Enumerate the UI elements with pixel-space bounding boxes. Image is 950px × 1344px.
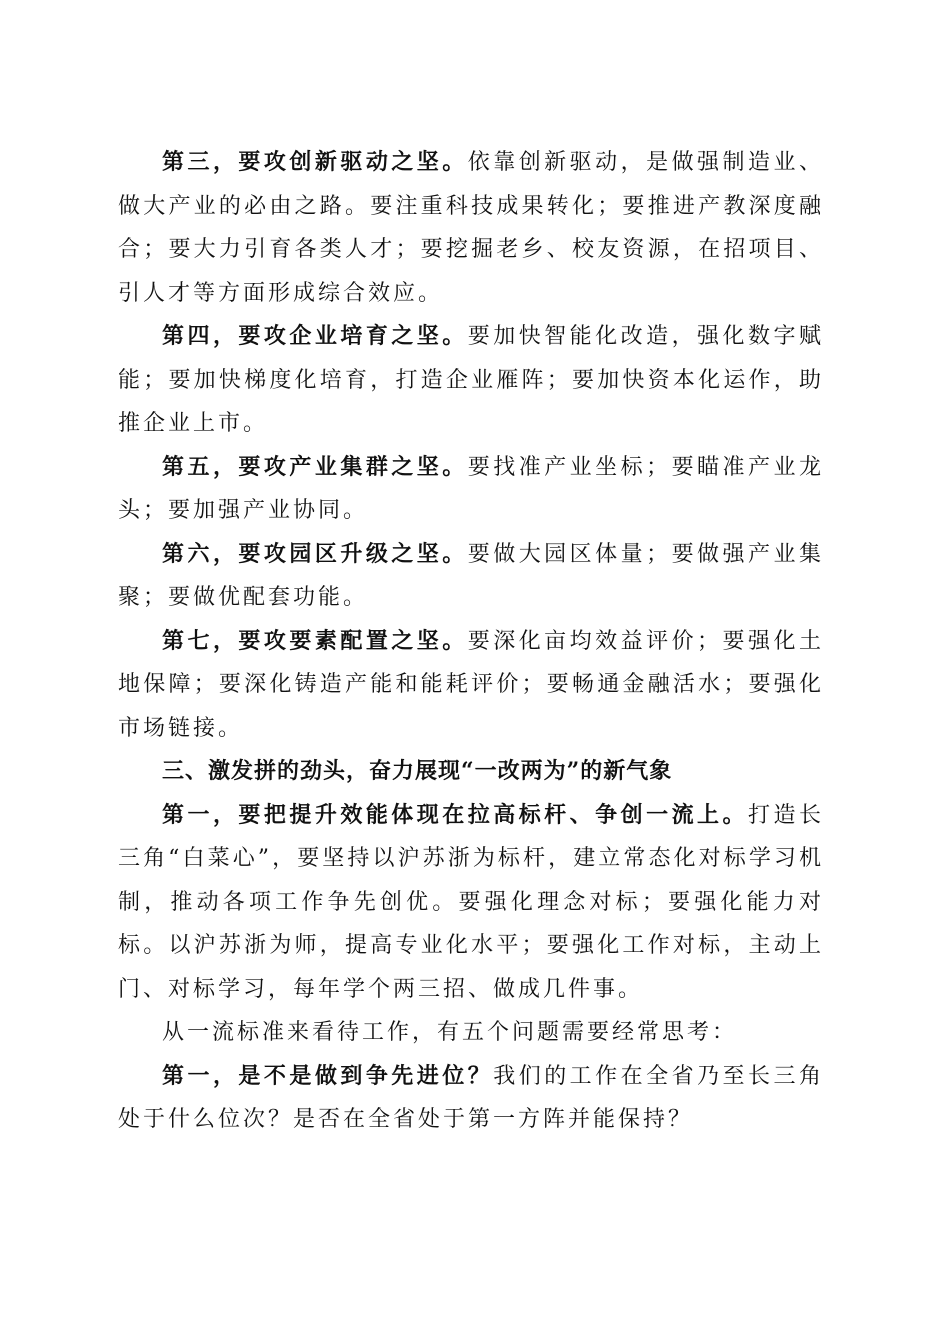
paragraph-factor-allocation — [118, 620, 824, 751]
paragraph-lead: 第七，要攻要素配置之坚。 — [162, 627, 468, 654]
paragraph-innovation — [118, 141, 824, 315]
paragraph-question-one — [118, 1055, 824, 1142]
paragraph-five-questions — [118, 1011, 824, 1055]
paragraph-text: 要找准产业坐标；要瞄准产业龙头；要加强产业协同。 — [118, 454, 824, 523]
paragraph-text: 依靠创新驱动，是做强制造业、做大产业的必由之路。要注重科技成果转化；要推进产教深度融合；要大力引育各类人才；要挖掘老乡、校友资源，在招项目、引人才等方面形成综合效应。 — [118, 150, 824, 306]
paragraph-lead: 第六，要攻园区升级之坚。 — [162, 540, 468, 567]
paragraph-text: 打造长三角“白菜心”，要坚持以沪苏浙为标杆，建立常态化对标学习机制，推动各项工作争先创优。要强化理念对标；要强化能力对标。以沪苏浙为师，提高专业化水平；要强化工作对标，主动上门、对标学习，每年学个两三招、做成几件事。 — [118, 802, 824, 1002]
paragraph-park-upgrade — [118, 533, 824, 620]
paragraph-text: 要深化亩均效益评价；要强化土地保障；要深化铸造产能和能耗评价；要畅通金融活水；要强化市场链接。 — [118, 628, 824, 741]
paragraph-lead: 第一，是不是做到争先进位？ — [162, 1062, 494, 1089]
paragraph-text: 从一流标准来看待工作，有五个问题需要经常思考： — [162, 1020, 738, 1045]
paragraph-lead: 第四，要攻企业培育之坚。 — [162, 323, 468, 349]
paragraph-enterprise — [118, 315, 824, 446]
paragraph-industry-cluster — [118, 446, 824, 533]
section-heading: 三、激发拼的劲头，奋力展现“一改两为”的新气象 — [162, 758, 673, 784]
paragraph-lead: 第一，要把提升效能体现在拉高标杆、争创一流上。 — [162, 801, 749, 828]
paragraph-text: 我们的工作在全省乃至长三角处于什么位次？是否在全省处于第一方阵并能保持？ — [118, 1063, 824, 1132]
paragraph-text: 要加快智能化改造，强化数字赋能；要加快梯度化培育，打造企业雁阵；要加快资本化运作，助推企业上市。 — [118, 324, 824, 436]
paragraph-text: 要做大园区体量；要做强产业集聚；要做优配套功能。 — [118, 541, 824, 610]
paragraph-benchmark — [118, 794, 824, 1012]
paragraph-lead: 第三，要攻创新驱动之坚。 — [162, 149, 468, 175]
document-body — [118, 141, 824, 1142]
paragraph-lead: 第五，要攻产业集群之坚。 — [162, 453, 468, 480]
